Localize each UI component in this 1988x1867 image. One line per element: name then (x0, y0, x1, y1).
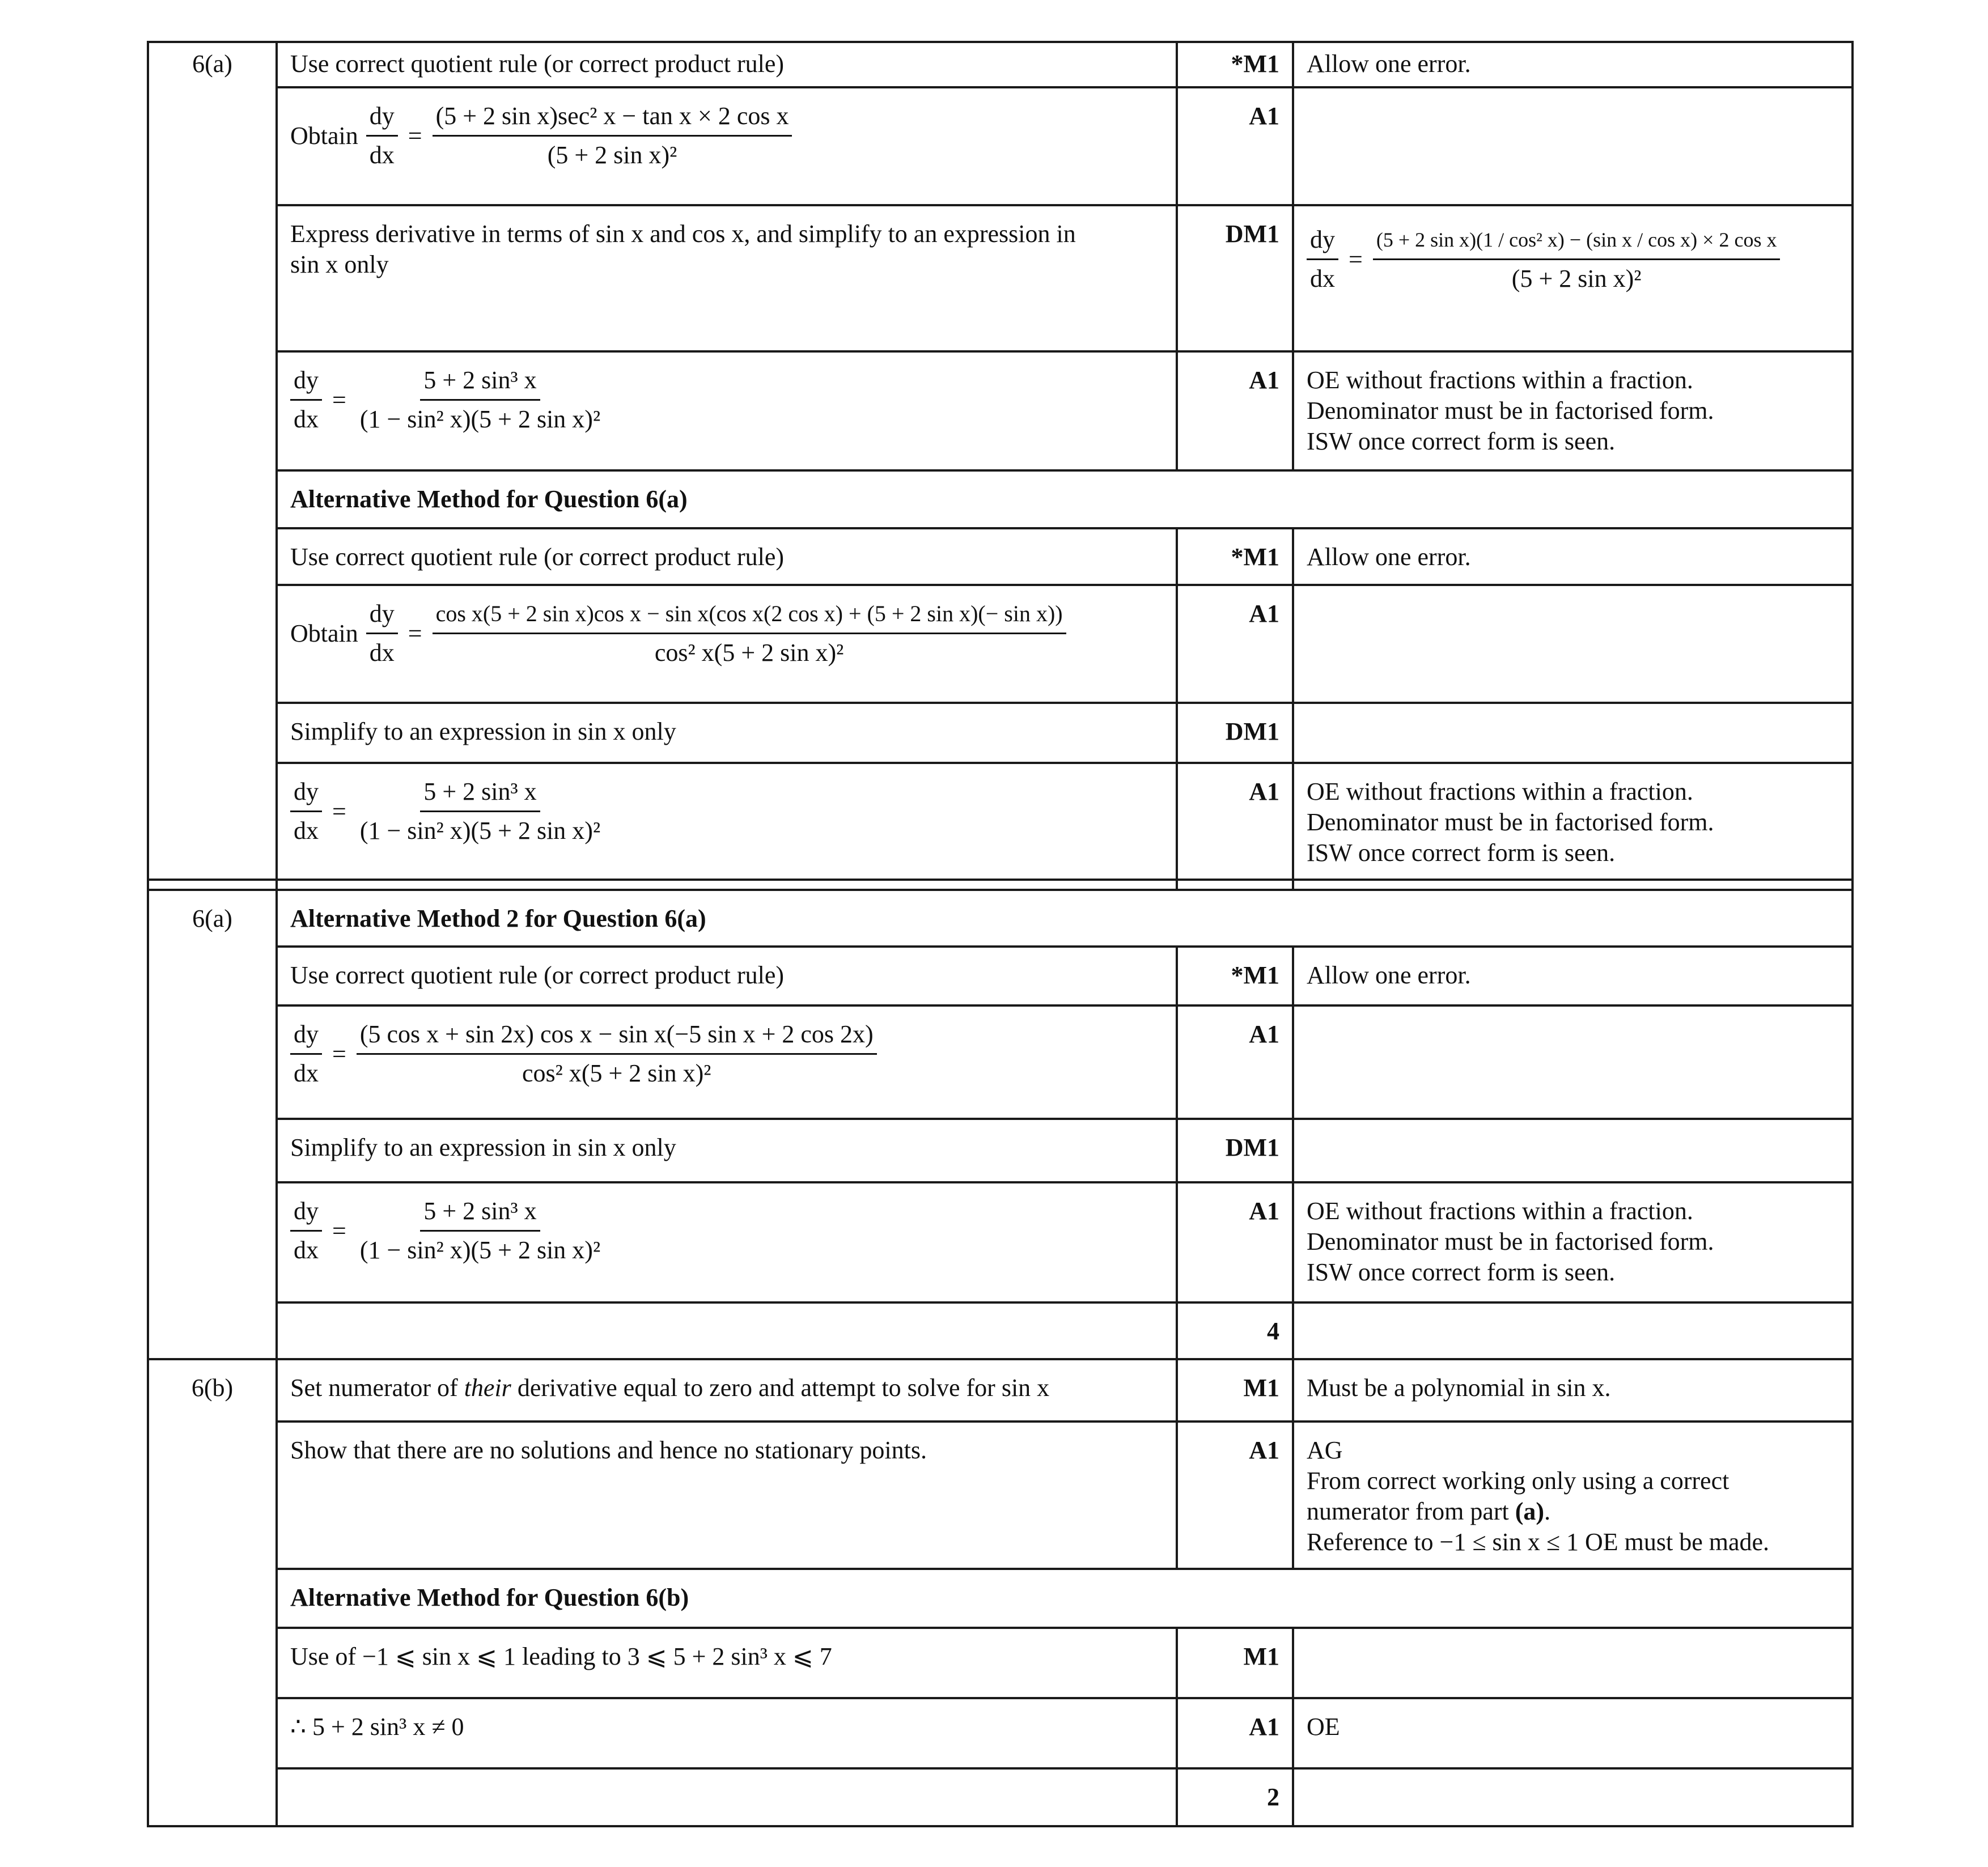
table-row (148, 1422, 1853, 1569)
alt-method-heading: Alternative Method 2 for Question 6(a) (277, 890, 1853, 947)
guidance-cell: Allow one error. (1293, 947, 1853, 1005)
answer-cell: Use of −1 ⩽ sin x ⩽ 1 leading to 3 ⩽ 5 + 2 sin³ x ⩽ 7 (277, 1628, 1177, 1698)
total-marks: 4 (1177, 1302, 1293, 1359)
alt-method-heading: Alternative Method for Question 6(b) (277, 1569, 1853, 1628)
guidance-cell: AG From correct working only using a correct numerator from part (a). Reference to −1 ≤ sin x ≤ 1 OE must be made. (1293, 1422, 1853, 1569)
answer-cell: Show that there are no solutions and hence no stationary points. (277, 1422, 1177, 1569)
table-row (148, 528, 1853, 585)
mark-cell: M1 (1177, 1628, 1293, 1698)
answer-cell: Simplify to an expression in sin x only (277, 1119, 1177, 1182)
answer-cell: Set numerator of their derivative equal to zero and attempt to solve for sin x (277, 1359, 1177, 1422)
guidance-cell: OE without fractions within a fraction. Denominator must be in factorised form. ISW once correct form is seen. (1293, 1182, 1853, 1302)
answer-cell: ∴ 5 + 2 sin³ x ≠ 0 (277, 1698, 1177, 1768)
final-derivative: $\frac{dy}{dx}$ = $\frac{\text{5 + 2 sin³ x}}{\text{(1 − sin² x)(5 + 2 sin x)²}}$ (290, 365, 1163, 435)
alt-method-heading: Alternative Method for Question 6(a) (277, 470, 1853, 528)
guidance-cell: OE without fractions within a fraction. Denominator must be in factorised form. ISW once correct form is seen. (1293, 763, 1853, 880)
answer-cell (277, 87, 1177, 205)
mark-cell: A1 (1177, 351, 1293, 470)
question-number: 6(a) (148, 42, 277, 87)
question-number: 6(a) (148, 890, 277, 947)
table-row (148, 947, 1853, 1005)
table-row (148, 1119, 1853, 1182)
table-row (148, 1569, 1853, 1628)
answer-cell (277, 763, 1177, 880)
mark-scheme-table (147, 41, 1854, 1827)
mark-cell: A1 (1177, 1422, 1293, 1569)
answer-cell: Use correct quotient rule (or correct product rule) (277, 528, 1177, 585)
guidance-cell: Allow one error. (1293, 42, 1853, 87)
table-row (148, 1768, 1853, 1826)
guidance-cell: Allow one error. (1293, 528, 1853, 585)
final-derivative: $\frac{dy}{dx}$ = $\frac{\text{5 + 2 sin³ x}}{\text{(1 − sin² x)(5 + 2 sin x)²}}$ (290, 776, 1163, 846)
mark-cell: A1 (1177, 763, 1293, 880)
mark-cell: M1 (1177, 1359, 1293, 1422)
total-marks: 2 (1177, 1768, 1293, 1826)
table-row (148, 763, 1853, 880)
table-row (148, 585, 1853, 703)
table-row (148, 205, 1853, 351)
table-row (148, 87, 1853, 205)
derivative-expression: Obtain $\frac{dy}{dx}$ = cos x(5 + 2 sin x)cos x − sin x(cos x(2 cos x) + (5 + 2 sin x)(− sin x)) cos² x(5 + 2 sin x)² (290, 599, 1163, 668)
mark-cell: *M1 (1177, 528, 1293, 585)
mark-cell: DM1 (1177, 1119, 1293, 1182)
guidance-cell: OE without fractions within a fraction. Denominator must be in factorised form. ISW once correct form is seen. (1293, 351, 1853, 470)
answer-cell: Simplify to an expression in sin x only (277, 703, 1177, 763)
guidance-cell (1293, 205, 1853, 351)
table-row (148, 1628, 1853, 1698)
table-row (148, 1182, 1853, 1302)
answer-cell: Express derivative in terms of sin x and cos x, and simplify to an expression in sin x only (277, 205, 1177, 351)
mark-cell: A1 (1177, 585, 1293, 703)
answer-cell: Use correct quotient rule (or correct product rule) (277, 947, 1177, 1005)
answer-cell (277, 351, 1177, 470)
table-row (148, 351, 1853, 470)
mark-cell: DM1 (1177, 205, 1293, 351)
question-number: 6(b) (148, 1359, 277, 1422)
table-row (148, 470, 1853, 528)
table-row (148, 1698, 1853, 1768)
derivative-expression: Obtain $\frac{dy}{dx}$ = $\frac{\text{(5 + 2 sin x)sec² x − tan x × 2 cos x}}{\text{(5 + 2 sin x)²}}$ (290, 101, 1163, 171)
table-row (148, 1359, 1853, 1422)
table-row (148, 1302, 1853, 1359)
mark-cell: A1 (1177, 1182, 1293, 1302)
mark-cell: *M1 (1177, 947, 1293, 1005)
derivative-expression: $\frac{dy}{dx}$ = $\frac{\text{(5 cos x + sin 2x) cos x − sin x(−5 sin x + 2 cos 2x)}}{\text{cos² x(5 + 2 sin x)²}}$ (290, 1019, 1163, 1089)
guidance-cell: Must be a polynomial in sin x. (1293, 1359, 1853, 1422)
mark-cell: *M1 (1177, 42, 1293, 87)
table-row (148, 1005, 1853, 1119)
final-derivative: $\frac{dy}{dx}$ = $\frac{\text{5 + 2 sin³ x}}{\text{(1 − sin² x)(5 + 2 sin x)²}}$ (290, 1196, 1163, 1266)
section-separator (148, 880, 1853, 890)
answer-cell (277, 585, 1177, 703)
table-row (148, 703, 1853, 763)
table-row (148, 890, 1853, 947)
guidance-cell: OE (1293, 1698, 1853, 1768)
mark-cell: A1 (1177, 87, 1293, 205)
answer-cell (277, 1182, 1177, 1302)
answer-cell (277, 1005, 1177, 1119)
answer-cell: Use correct quotient rule (or correct product rule) (277, 42, 1177, 87)
mark-cell: DM1 (1177, 703, 1293, 763)
mark-cell: A1 (1177, 1005, 1293, 1119)
mark-cell: A1 (1177, 1698, 1293, 1768)
guidance-expression: $\frac{dy}{dx}$ = $\frac{\text{(5 + 2 sin x)(1 / cos² x) − (sin x / cos x) × 2 cos x}}{\text{(5 + 2 sin x)²}}$ (1307, 224, 1839, 294)
table-row (148, 42, 1853, 87)
